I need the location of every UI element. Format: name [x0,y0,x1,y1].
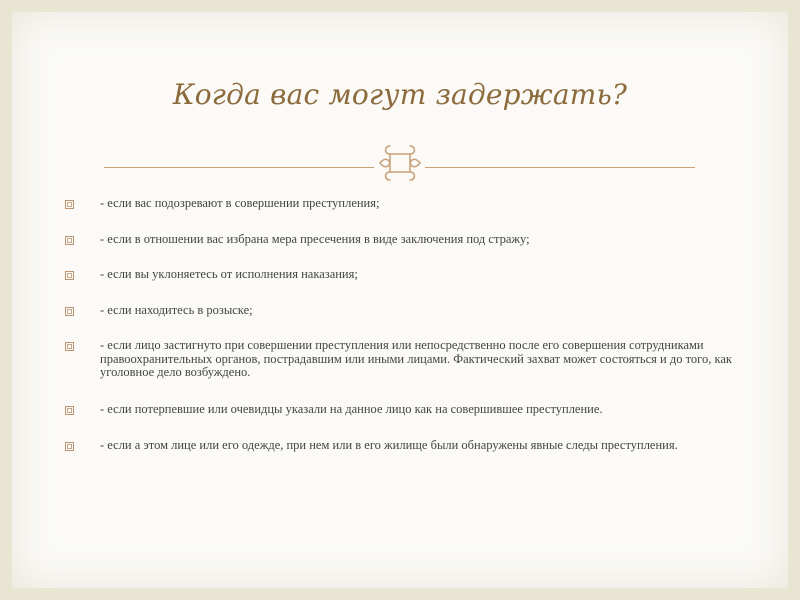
list-item [64,268,744,282]
bullet-list [64,197,744,453]
list-item [64,233,744,247]
bullet-text: - если лицо застигнуто при совершении преступления или непосредственно после его совершения сотрудниками правоохранительных органов, пострадавшим или иными лицами. Фактический захват может состояться и до того, как уголовное дело возбуждено. [100,338,732,379]
divider-line-left [104,167,374,168]
square-bullet-icon [64,306,75,317]
bullet-text: - если в отношении вас избрана мера пресечения в виде заключения под стражу; [100,231,530,246]
list-item [64,339,744,380]
square-bullet-icon [64,405,75,416]
bullet-text: - если потерпевшие или очевидцы указали на данное лицо как на совершившее преступление. [100,401,603,416]
fleuron-icon [378,140,422,186]
square-bullet-icon [64,199,75,210]
list-item [64,304,744,318]
bullet-text: - если а этом лице или его одежде, при нем или в его жилище были обнаружены явные следы преступления. [100,438,678,452]
square-bullet-icon [64,235,75,246]
bullet-text: - если вас подозревают в совершении преступления; [100,196,380,210]
square-bullet-icon [64,270,75,281]
square-bullet-icon [64,341,75,352]
slide-title: Когда вас могут задержать? [172,78,628,111]
list-item [64,439,744,453]
bullet-text: - если находитесь в розыске; [100,302,253,317]
list-item [64,403,744,417]
list-item [64,197,744,211]
bullet-text: - если вы уклоняетесь от исполнения наказания; [100,267,358,281]
divider-line-right [425,167,695,168]
square-bullet-icon [64,441,75,452]
